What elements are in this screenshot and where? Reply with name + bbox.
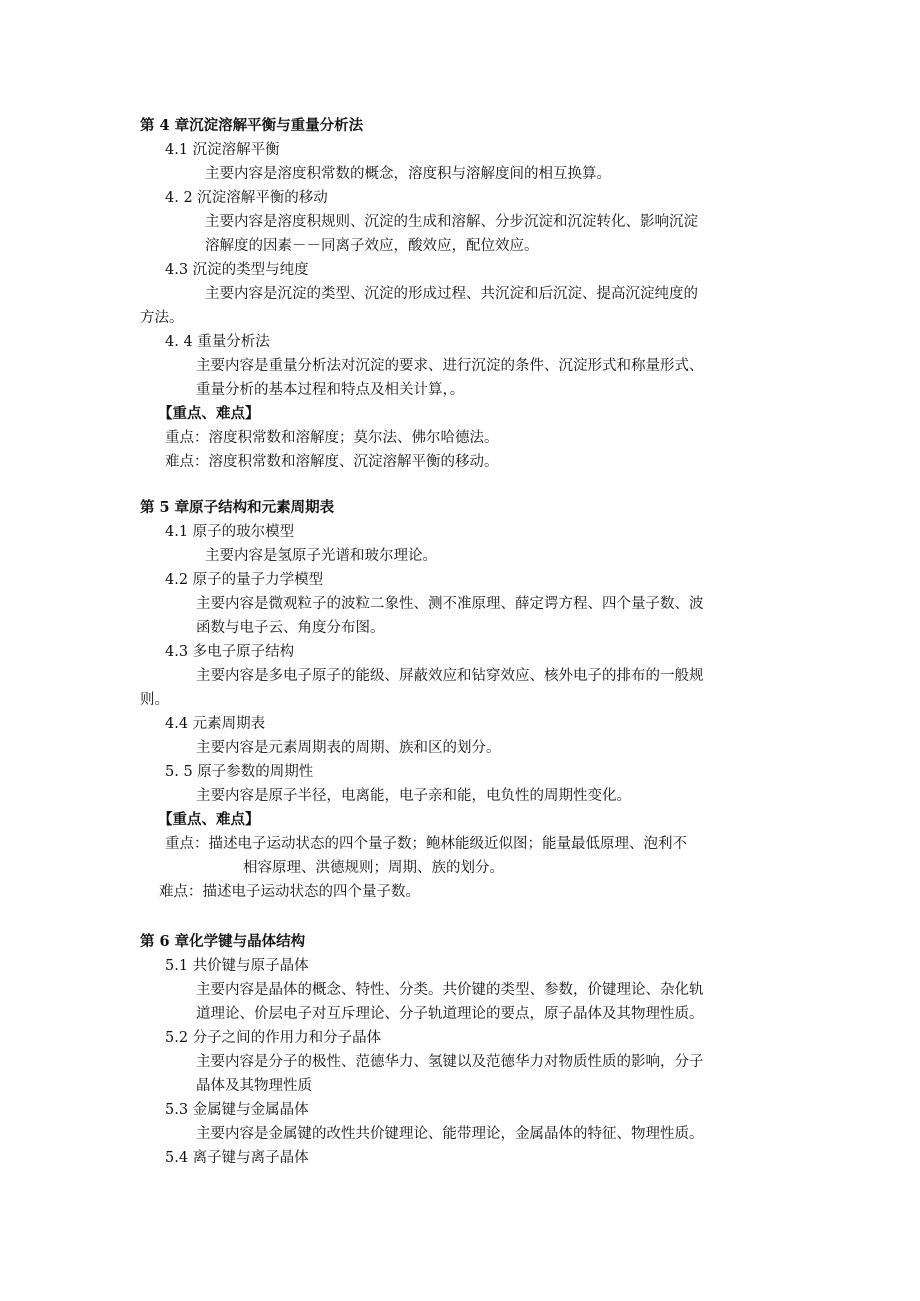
section-body: 主要内容是微观粒子的波粒二象性、测不准原理、薛定谔方程、四个量子数、波	[196, 596, 704, 612]
section-heading: 4.2 原子的量子力学模型	[165, 572, 324, 588]
key-point: 相容原理、洪德规则；周期、族的划分。	[243, 860, 504, 876]
section-body: 重量分析的基本过程和特点及相关计算，。	[196, 382, 465, 398]
section-heading: 4.3 多电子原子结构	[165, 644, 295, 660]
section-heading: 4.4 元素周期表	[165, 716, 266, 732]
section-heading: 4. 2 沉淀溶解平衡的移动	[165, 190, 328, 206]
section-body: 函数与电子云、角度分布图。	[196, 620, 385, 636]
section-body: 主要内容是沉淀的类型、沉淀的形成过程、共沉淀和后沉淀、提高沉淀纯度的	[205, 286, 698, 302]
key-points-heading: 【重点、难点】	[158, 405, 260, 422]
section-heading: 5.1 共价键与原子晶体	[165, 958, 309, 974]
section-body: 道理论、价层电子对互斥理论、分子轨道理论的要点，原子晶体及其物理性质。	[196, 1006, 704, 1022]
section-body: 晶体及其物理性质	[196, 1078, 312, 1094]
section-body: 主要内容是溶度积规则、沉淀的生成和溶解、分步沉淀和沉淀转化、影响沉淀	[205, 214, 698, 230]
chapter-5-title: 第 5 章原子结构和元素周期表	[140, 499, 335, 516]
difficult-point: 难点：溶度积常数和溶解度、沉淀溶解平衡的移动。	[165, 454, 499, 470]
section-body: 则。	[140, 692, 169, 708]
key-points-heading: 【重点、难点】	[158, 811, 260, 828]
section-body: 主要内容是晶体的概念、特性、分类。共价键的类型、参数，价键理论、杂化轨	[196, 982, 704, 998]
section-heading: 5.2 分子之间的作用力和分子晶体	[165, 1030, 382, 1046]
section-body: 主要内容是氢原子光谱和玻尔理论。	[205, 548, 437, 564]
chapter-4-title: 第 4 章沉淀溶解平衡与重量分析法	[140, 117, 364, 134]
section-body: 主要内容是元素周期表的周期、族和区的划分。	[196, 740, 501, 756]
section-heading: 4. 4 重量分析法	[165, 334, 270, 350]
section-body: 主要内容是重量分析法对沉淀的要求、进行沉淀的条件、沉淀形式和称量形式、	[196, 358, 704, 374]
section-body: 主要内容是溶度积常数的概念，溶度积与溶解度间的相互换算。	[205, 166, 611, 182]
section-body: 主要内容是多电子原子的能级、屏蔽效应和钻穿效应、核外电子的排布的一般规	[196, 668, 704, 684]
key-point: 重点：描述电子运动状态的四个量子数；鲍林能级近似图；能量最低原理、泡利不	[165, 836, 687, 852]
section-body: 溶解度的因素－－同离子效应，酸效应，配位效应。	[205, 238, 539, 254]
section-body: 主要内容是原子半径，电离能，电子亲和能，电负性的周期性变化。	[196, 788, 631, 804]
chapter-6-title: 第 6 章化学键与晶体结构	[140, 933, 306, 950]
key-point: 重点：溶度积常数和溶解度；莫尔法、佛尔哈德法。	[165, 430, 499, 446]
section-heading: 5.4 离子键与离子晶体	[165, 1150, 309, 1166]
section-heading: 5.3 金属键与金属晶体	[165, 1102, 309, 1118]
section-heading: 4.1 沉淀溶解平衡	[165, 142, 280, 158]
section-heading: 4.1 原子的玻尔模型	[165, 524, 295, 540]
section-heading: 4.3 沉淀的类型与纯度	[165, 262, 309, 278]
section-body: 主要内容是分子的极性、范德华力、氢键以及范德华力对物质性质的影响，分子	[196, 1054, 704, 1070]
section-body: 方法。	[140, 310, 184, 326]
difficult-point: 难点：描述电子运动状态的四个量子数。	[159, 884, 420, 900]
section-heading: 5. 5 原子参数的周期性	[165, 764, 314, 780]
section-body: 主要内容是金属键的改性共价键理论、能带理论，金属晶体的特征、物理性质。	[196, 1126, 704, 1142]
